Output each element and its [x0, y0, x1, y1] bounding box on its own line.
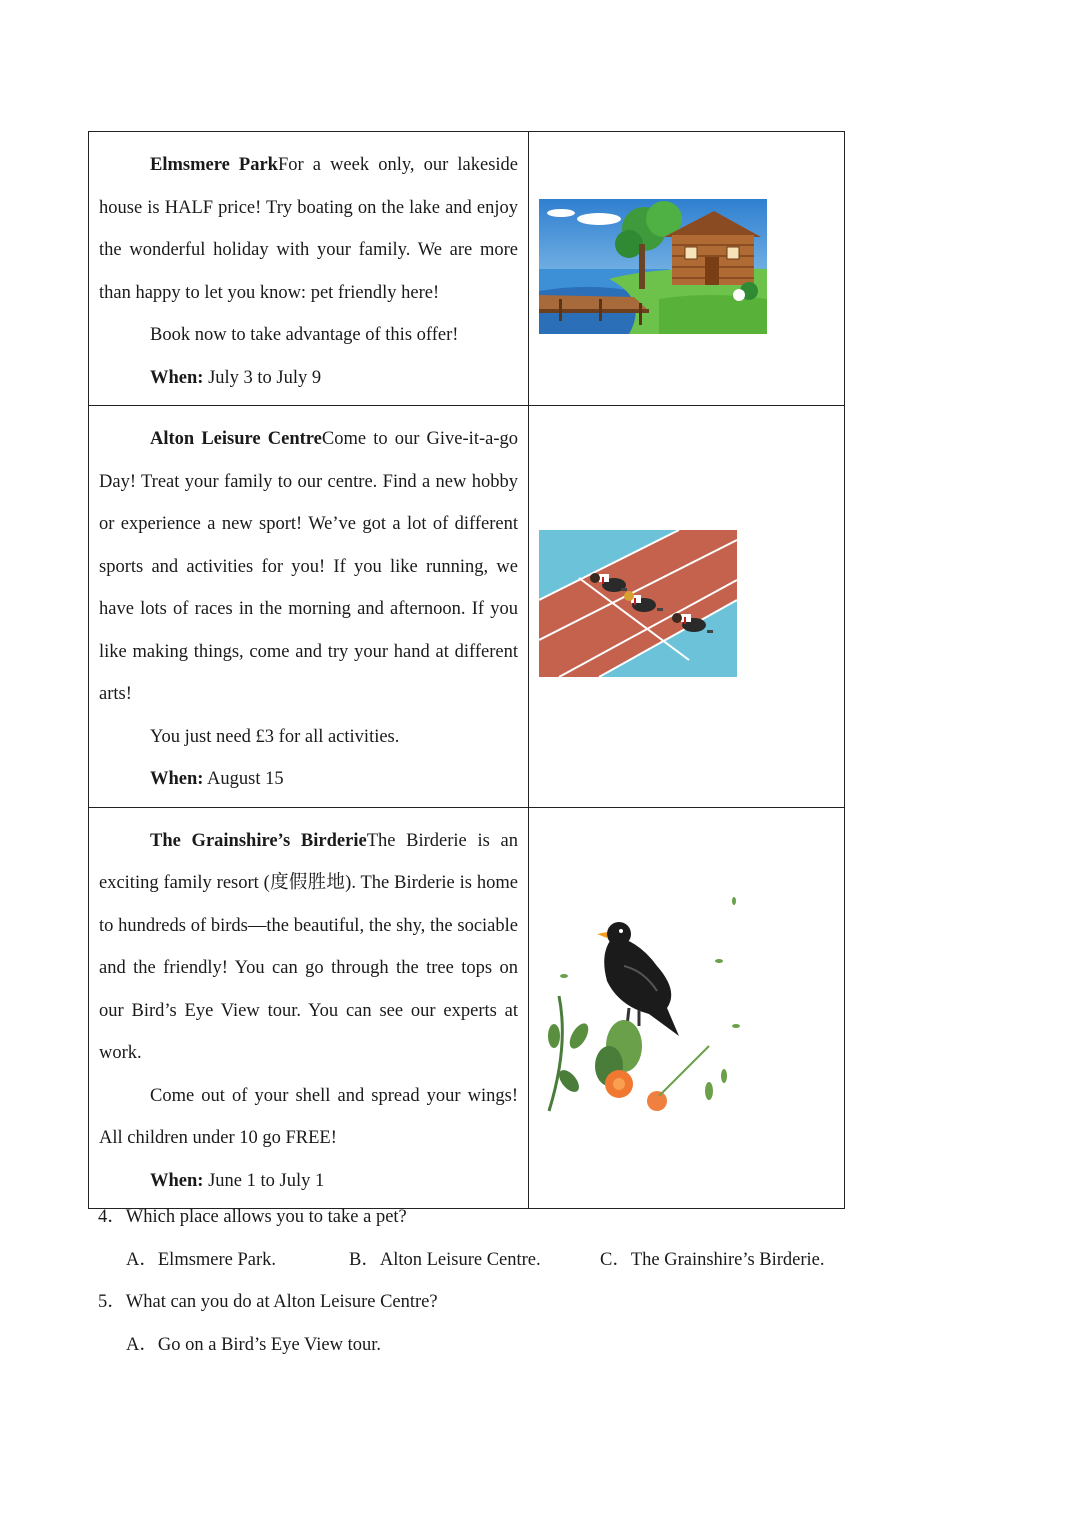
when-value: July 3 to July 9 — [203, 367, 322, 388]
option-text: The Grainshire’s Birderie. — [630, 1249, 825, 1270]
option-b[interactable] — [349, 1239, 541, 1282]
ad-title: Elmsmere Park — [150, 155, 278, 175]
when-label: When: — [150, 367, 204, 388]
ad-text-cell — [89, 807, 529, 1209]
option-text: Elmsmere Park. — [157, 1249, 277, 1270]
ad-row-alton — [89, 406, 845, 808]
question-5-options — [98, 1324, 858, 1367]
ad-paragraph — [99, 820, 518, 1075]
ad-paragraph — [99, 144, 518, 314]
option-letter: C． — [600, 1249, 631, 1270]
ad-image-cell — [529, 132, 845, 406]
question-number: 5． — [98, 1292, 126, 1312]
ad-text-cell — [89, 132, 529, 406]
option-letter: A． — [126, 1334, 158, 1355]
question-4-options — [98, 1239, 858, 1282]
option-a[interactable] — [126, 1239, 276, 1282]
ad-body: Come to our Give-it-a-go Day! Treat your family to our centre. Find a new hobby or experience a new sport! We’ve got a lot of different sports and activities for you! If you like running, we have lots of races in the morning and afternoon. If you like making things, come and try your hand at different arts! — [99, 429, 518, 704]
when-value: June 1 to July 1 — [203, 1170, 325, 1191]
ad-text-cell — [89, 406, 529, 808]
when-value: August 15 — [203, 769, 284, 789]
option-a[interactable] — [126, 1324, 381, 1367]
questions — [98, 1196, 858, 1366]
option-text: Go on a Bird’s Eye View tour. — [157, 1334, 381, 1355]
ad-slogan-line: Come out of your shell and spread your wings! — [150, 1085, 518, 1106]
question-5 — [98, 1281, 858, 1324]
ad-title: Alton Leisure Centre — [150, 429, 322, 449]
question-4 — [98, 1196, 858, 1239]
when-label: When: — [150, 1170, 204, 1191]
ad-paragraph — [99, 418, 518, 716]
question-text: Which place allows you to take a pet? — [125, 1207, 407, 1227]
running-track-race-illustration — [539, 530, 737, 677]
ad-row-birderie — [89, 807, 845, 1209]
option-letter: A． — [126, 1249, 158, 1270]
ad-body: For a week only, our lakeside house is HALF price! Try boating on the lake and enjoy the wonderful holiday with your family. We are more than happy to let you know: pet friendly here! — [99, 155, 518, 303]
ad-image-cell — [529, 406, 845, 808]
ad-body: The Birderie is an exciting family resort (度假胜地). The Birderie is home to hundreds of birds—the beautiful, the shy, the sociable and the friendly! You can go through the tree tops on our Bird’s Eye View tour. You can see our experts at work. — [99, 830, 518, 1063]
blackbird-on-plant-illustration — [539, 896, 744, 1114]
ad-row-elmsmere — [89, 132, 845, 406]
ad-title: The Grainshire’s Birderie — [150, 830, 367, 851]
option-c[interactable] — [600, 1239, 825, 1282]
ad-slogan — [99, 1075, 518, 1160]
ad-price: You just need £3 for all activities. — [150, 726, 400, 747]
ad-when — [99, 357, 518, 400]
ad-when — [99, 758, 518, 801]
ad-free-offer: All children under 10 go FREE! — [99, 1128, 337, 1148]
option-letter: B． — [349, 1249, 380, 1270]
when-label: When: — [150, 769, 204, 789]
ad-image-cell — [529, 807, 845, 1209]
ads-table — [88, 131, 845, 1209]
ad-offer: Book now to take advantage of this offer! — [150, 325, 459, 345]
lakeside-cabin-illustration — [539, 199, 767, 334]
question-text: What can you do at Alton Leisure Centre? — [125, 1292, 438, 1312]
question-number: 4． — [98, 1207, 126, 1227]
option-text: Alton Leisure Centre. — [379, 1249, 541, 1270]
